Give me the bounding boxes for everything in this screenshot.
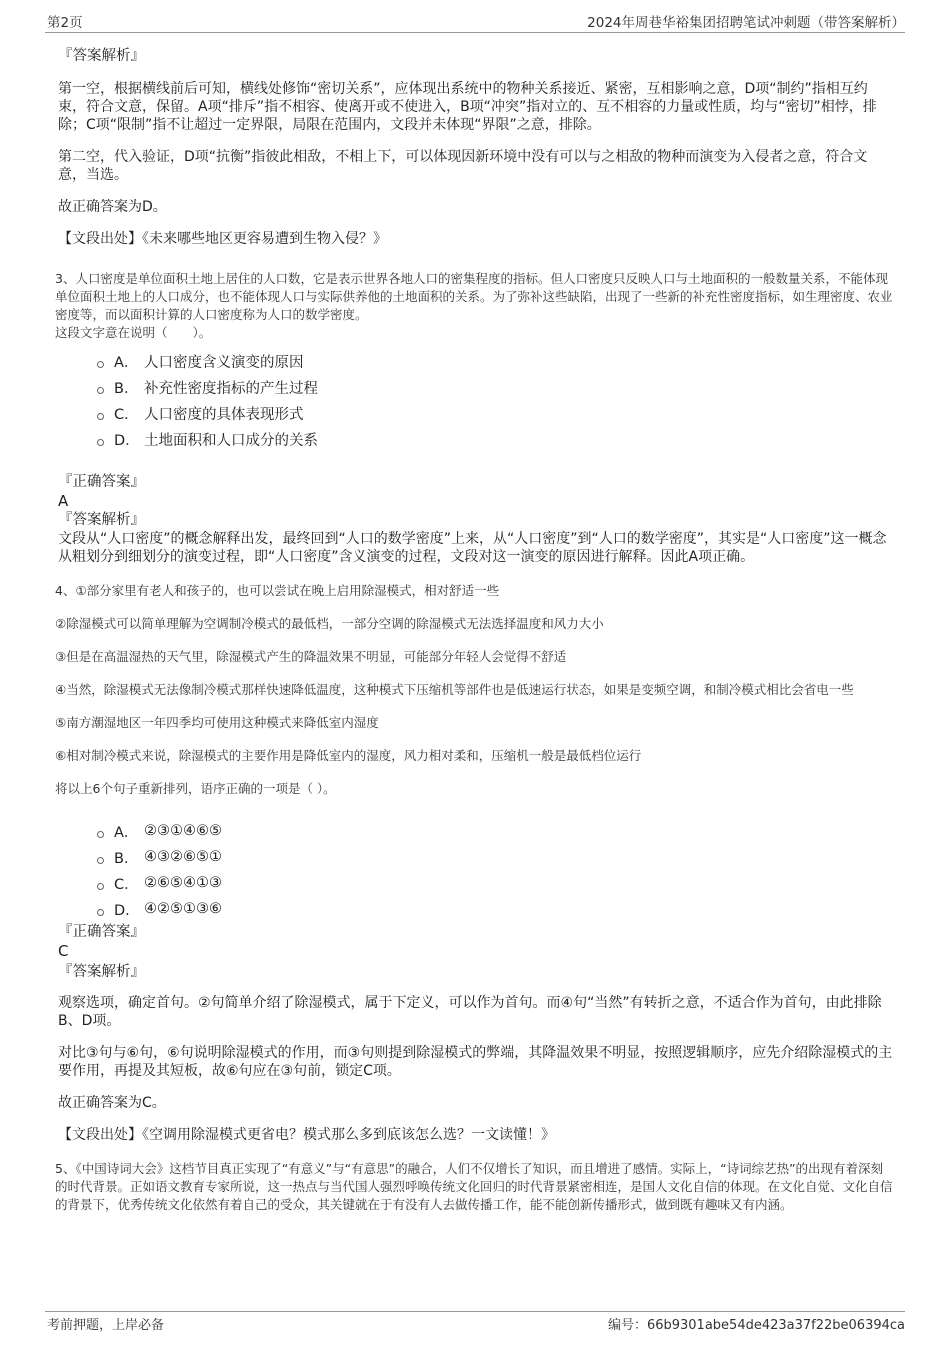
conclusion: 故正确答案为C。 xyxy=(58,1095,166,1111)
conclusion: 故正确答案为D。 xyxy=(58,199,167,215)
page-content xyxy=(55,46,893,1214)
sentence-5: ⑤南方潮湿地区一年四季均可使用这种模式来降低室内湿度 xyxy=(55,715,379,730)
radio-icon[interactable] xyxy=(97,413,104,420)
option-a[interactable]: A． 人口密度含义演变的原因 xyxy=(97,348,893,374)
sentence-4: ④当然，除湿模式无法像制冷模式那样快速降低温度，这种模式下压缩机等部件也是低速运行状态，如果是变频空调，和制冷模式相比会省电一些 xyxy=(55,682,854,697)
source-citation: 【文段出处】《未来哪些地区更容易遭到生物入侵？》 xyxy=(58,231,387,247)
document-title: 2024年周巷华裕集团招聘笔试冲刺题（带答案解析） xyxy=(587,15,905,31)
analysis-paragraph: 对比③句与⑥句，⑥句说明除湿模式的作用，而③句则提到除湿模式的弊端，其降温效果不明显，按照逻辑顺序，应先介绍除湿模式的主要作用，再提及其短板，故⑥句应在③句前，锁定C项。 xyxy=(58,1045,893,1079)
radio-icon[interactable] xyxy=(97,361,104,368)
sentence-2: ②除湿模式可以简单理解为空调制冷模式的最低档，一部分空调的除湿模式无法选择温度和风力大小 xyxy=(55,616,604,631)
source-citation: 【文段出处】《空调用除湿模式更省电？模式那么多到底该怎么选？一文读懂！》 xyxy=(58,1127,555,1143)
analysis-paragraph: 观察选项，确定首句。②句简单介绍了除湿模式，属于下定义，可以作为首句。而④句“当然”有转折之意，不适合作为首句，由此排除B、D项。 xyxy=(58,995,882,1029)
question-stem: 5、《中国诗词大会》这档节目真正实现了“有意义”与“有意思”的融合，人们不仅增长了知识，而且增进了感情。实际上，“诗词综艺热”的出现有着深刻的时代背景。正如语文教育专家所说，这一热点与当代国人强烈呼唤传统文化回归的时代背景紧密相连，是国人文化自信的体现。在文化自觉、文化自信的背景下，优秀传统文化依然有着自己的受众，其关键就在于有没有人去做传播工作，能不能创新传播形式，做到既有趣味又有内涵。 xyxy=(55,1161,893,1212)
analysis-label: 『答案解析』 xyxy=(58,964,145,980)
page-number: 第2页 xyxy=(47,15,83,31)
analysis-paragraph: 文段从“人口密度”的概念解释出发，最终回到“人口的数学密度”上来，从“人口密度”到“人口的数学密度”，其实是“人口密度”这一概念从粗划分到细划分的演变过程，即“人口密度”含义演变的过程，文段对这一演变的原因进行解释。因此A项正确。 xyxy=(58,531,887,565)
option-c[interactable]: C． 人口密度的具体表现形式 xyxy=(97,400,893,426)
option-a[interactable]: A． ②③①④⑥⑤ xyxy=(97,818,893,844)
radio-icon[interactable] xyxy=(97,909,104,916)
footer-divider xyxy=(45,1311,905,1312)
radio-icon[interactable] xyxy=(97,883,104,890)
correct-answer-label: 『正确答案』 xyxy=(58,924,145,940)
sentence-6: ⑥相对制冷模式来说，除湿模式的主要作用是降低室内的湿度，风力相对柔和，压缩机一般是最低档位运行 xyxy=(55,748,642,763)
option-b[interactable]: B． ④③②⑥⑤① xyxy=(97,844,893,870)
correct-answer: A xyxy=(58,492,69,510)
radio-icon[interactable] xyxy=(97,439,104,446)
option-b[interactable]: B． 补充性密度指标的产生过程 xyxy=(97,374,893,400)
option-d[interactable]: D． ④②⑤①③⑥ xyxy=(97,896,893,922)
question-stem: 3、人口密度是单位面积土地上居住的人口数，它是表示世界各地人口的密集程度的指标。但人口密度只反映人口与土地面积的一般数量关系，不能体现单位面积土地上的人口成分，也不能体现人口与实际供养他的土地面积的关系。为了弥补这些缺陷，出现了一些新的补充性密度指标，如生理密度、农业密度等，而以面积计算的人口密度称为人口的数学密度。 xyxy=(55,271,893,322)
radio-icon[interactable] xyxy=(97,831,104,838)
header-divider xyxy=(45,32,905,33)
sentence-3: ③但是在高温湿热的天气里，除湿模式产生的降温效果不明显，可能部分年轻人会觉得不舒适 xyxy=(55,649,567,664)
question-prompt: 这段文字意在说明（ ）。 xyxy=(55,325,212,340)
document-id: 编号：66b9301abe54de423a37f22be06394ca xyxy=(607,1318,905,1333)
option-c[interactable]: C． ②⑥⑤④①③ xyxy=(97,870,893,896)
analysis-paragraph: 第二空，代入验证，D项“抗衡”指彼此相敌，不相上下，可以体现因新环境中没有可以与之相敌的物种而演变为入侵者之意，符合文意，当选。 xyxy=(58,149,868,183)
correct-answer: C xyxy=(58,942,69,960)
sentence-1: 4、①部分家里有老人和孩子的，也可以尝试在晚上启用除湿模式，相对舒适一些 xyxy=(55,583,500,598)
analysis-paragraph: 第一空，根据横线前后可知，横线处修饰“密切关系”，应体现出系统中的物种关系接近、紧密，互相影响之意，D项“制约”指相互约束，符合文意，保留。A项“排斥”指不相容、使离开或不使进入，B项“冲突”指对立的、互不相容的力量或性质，均与“密切”相悖，排除；C项“限制”指不让超过一定界限，局限在范围内，文段并未体现“界限”之意，排除。 xyxy=(58,81,877,133)
correct-answer-label: 『正确答案』 xyxy=(58,474,145,490)
question-prompt: 将以上6个句子重新排列，语序正确的一项是（ ）。 xyxy=(55,781,336,796)
footer-slogan: 考前押题，上岸必备 xyxy=(47,1318,165,1333)
analysis-label: 『答案解析』 xyxy=(58,48,145,64)
radio-icon[interactable] xyxy=(97,387,104,394)
option-d[interactable]: D． 土地面积和人口成分的关系 xyxy=(97,426,893,452)
radio-icon[interactable] xyxy=(97,857,104,864)
analysis-label: 『答案解析』 xyxy=(58,512,145,528)
